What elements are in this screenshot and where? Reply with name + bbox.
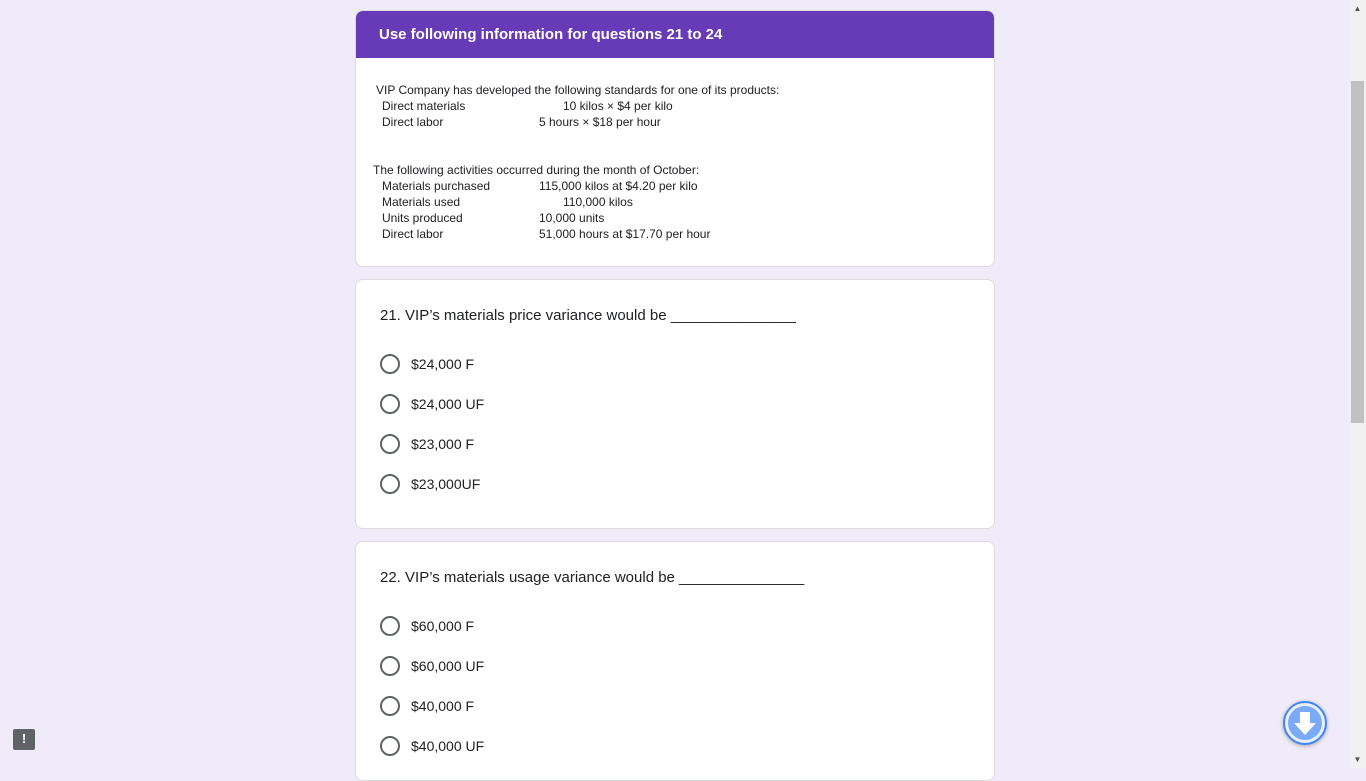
radio-button[interactable] <box>380 616 400 636</box>
standards-intro: VIP Company has developed the following standards for one of its products: <box>376 83 780 97</box>
scroll-down-arrow-icon[interactable]: ▼ <box>1353 755 1362 764</box>
question-card-22 <box>355 541 995 781</box>
option-24000-f[interactable] <box>380 352 474 376</box>
activities-value-units-produced: 10,000 units <box>539 211 605 225</box>
radio-button[interactable] <box>380 696 400 716</box>
scrollbar-thumb[interactable] <box>1351 81 1364 423</box>
activities-intro: The following activities occurred during the month of October: <box>373 163 700 177</box>
report-problem-icon[interactable]: ! <box>13 729 35 750</box>
option-label: $23,000UF <box>411 476 481 492</box>
activities-value-direct-labor: 51,000 hours at $17.70 per hour <box>539 227 711 241</box>
option-label: $40,000 UF <box>411 738 485 754</box>
option-label: $40,000 F <box>411 698 475 714</box>
radio-button[interactable] <box>380 474 400 494</box>
vertical-scrollbar[interactable] <box>1349 0 1366 768</box>
option-label: $24,000 UF <box>411 396 485 412</box>
section-description <box>356 58 994 267</box>
activities-label-direct-labor: Direct labor <box>382 227 444 241</box>
option-23000-f[interactable] <box>380 432 474 456</box>
question-card-21 <box>355 279 995 529</box>
radio-button[interactable] <box>380 434 400 454</box>
option-23000-uf[interactable] <box>380 472 480 496</box>
standards-value-direct-labor: 5 hours × $18 per hour <box>539 115 661 129</box>
option-60000-uf[interactable] <box>380 654 484 678</box>
arrow-down-icon <box>1285 703 1325 743</box>
radio-button[interactable] <box>380 736 400 756</box>
standards-value-direct-materials: 10 kilos × $4 per kilo <box>563 99 673 113</box>
question-title: 22. VIP’s materials usage variance would be _______________ <box>380 569 805 586</box>
scroll-down-button[interactable] <box>1283 701 1327 745</box>
option-label: $23,000 F <box>411 436 475 452</box>
section-title: Use following information for questions 21 to 24 <box>356 11 994 58</box>
option-label: $60,000 UF <box>411 658 485 674</box>
option-label: $60,000 F <box>411 618 475 634</box>
standards-label-direct-labor: Direct labor <box>382 115 444 129</box>
activities-label-materials-purchased: Materials purchased <box>382 179 491 193</box>
standards-label-direct-materials: Direct materials <box>382 99 466 113</box>
radio-button[interactable] <box>380 394 400 414</box>
option-label: $24,000 F <box>411 356 475 372</box>
radio-button[interactable] <box>380 656 400 676</box>
radio-button[interactable] <box>380 354 400 374</box>
activities-label-materials-used: Materials used <box>382 195 461 209</box>
option-24000-uf[interactable] <box>380 392 484 416</box>
option-60000-f[interactable] <box>380 614 474 638</box>
section-card <box>355 10 995 267</box>
option-40000-uf[interactable] <box>380 734 484 758</box>
activities-value-materials-used: 110,000 kilos <box>563 195 633 209</box>
activities-value-materials-purchased: 115,000 kilos at $4.20 per kilo <box>539 179 698 193</box>
question-title: 21. VIP’s materials price variance would be _______________ <box>380 307 796 324</box>
activities-label-units-produced: Units produced <box>382 211 463 225</box>
option-40000-f[interactable] <box>380 694 474 718</box>
scroll-up-arrow-icon[interactable]: ▲ <box>1353 4 1362 13</box>
